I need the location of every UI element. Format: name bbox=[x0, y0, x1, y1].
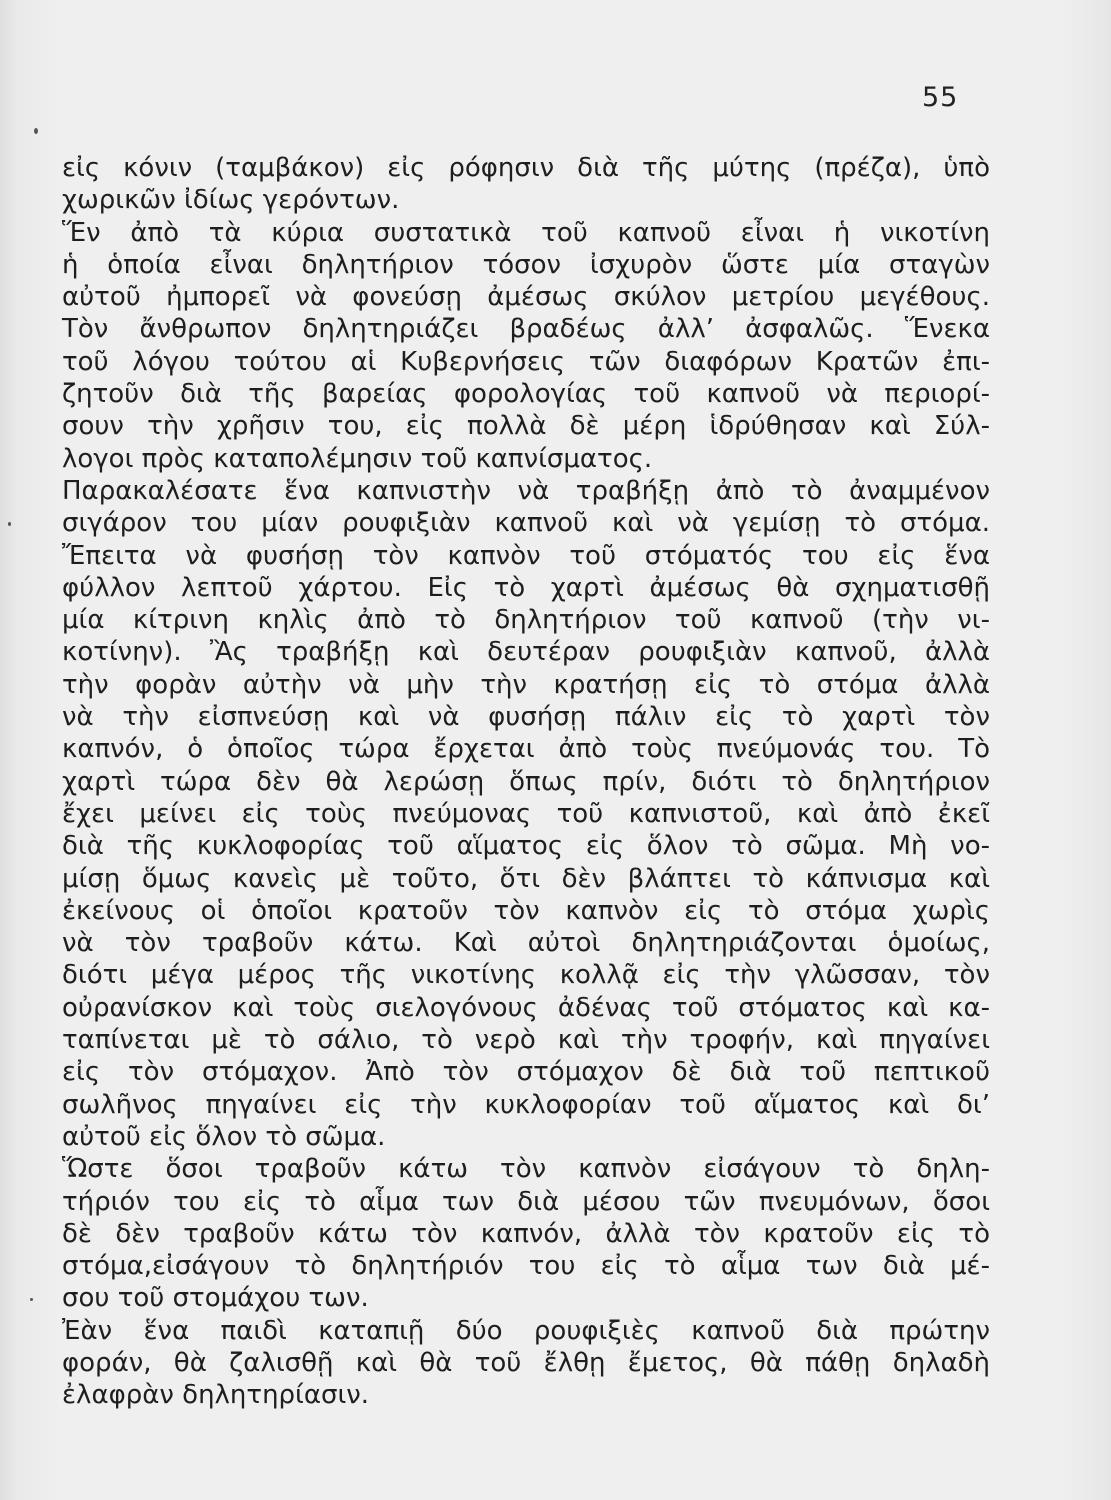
text-line: οὐρανίσκον καὶ τοὺς σιελογόνους ἀδένας τοῦ στόματος καὶ κα- bbox=[62, 992, 990, 1023]
text-line: χωρικῶν ἰδίως γερόντων. bbox=[62, 185, 400, 216]
text-line: ἐκείνους οἱ ὁποῖοι κρατοῦν τὸν καπνὸν εἰς τὸ στόμα χωρὶς bbox=[62, 895, 990, 926]
text-line: Ἕν ἀπὸ τὰ κύρια συστατικὰ τοῦ καπνοῦ εἶναι ἡ νικοτίνη bbox=[62, 217, 990, 248]
print-speck bbox=[8, 522, 11, 526]
text-line: ταπίνεται μὲ τὸ σάλιο, τὸ νερὸ καὶ τὴν τροφήν, καὶ πηγαίνει bbox=[62, 1025, 990, 1056]
print-speck bbox=[30, 1298, 33, 1301]
text-line: ἐλαφρὰν δηλητηρίασιν. bbox=[62, 1380, 370, 1411]
text-line: νὰ τὸν τραβοῦν κάτω. Καὶ αὐτοὶ δηλητηριάζονται ὁμοίως, bbox=[62, 928, 990, 959]
text-line: Ἔπειτα νὰ φυσήσῃ τὸν καπνὸν τοῦ στόματός του εἰς ἕνα bbox=[62, 540, 990, 571]
text-line: λογοι πρὸς καταπολέμησιν τοῦ καπνίσματος. bbox=[62, 443, 653, 474]
text-line: εἰς τὸν στόμαχον. Ἀπὸ τὸν στόμαχον δὲ διὰ τοῦ πεπτικοῦ bbox=[62, 1057, 990, 1088]
text-line: Ὥστε ὅσοι τραβοῦν κάτω τὸν καπνὸν εἰσάγουν τὸ δηλη- bbox=[62, 1154, 990, 1185]
text-line: μίσῃ ὅμως κανεὶς μὲ τοῦτο, ὅτι δὲν βλάπτει τὸ κάπνισμα καὶ bbox=[62, 863, 990, 894]
text-line: καπνόν, ὁ ὁποῖος τώρα ἔρχεται ἀπὸ τοὺς πνεύμονάς του. Τὸ bbox=[62, 734, 990, 765]
text-line: σουν τὴν χρῆσιν του, εἰς πολλὰ δὲ μέρη ἱδρύθησαν καὶ Σύλ- bbox=[62, 411, 990, 442]
text-line: τήριόν του εἰς τὸ αἷμα των διὰ μέσου τῶν πνευμόνων, ὅσοι bbox=[62, 1186, 990, 1217]
text-line: σωλῆνος πηγαίνει εἰς τὴν κυκλοφορίαν τοῦ αἵματος καὶ δι’ bbox=[62, 1089, 990, 1120]
text-line: Παρακαλέσατε ἕνα καπνιστὴν νὰ τραβήξῃ ἀπὸ τὸ ἀναμμένον bbox=[62, 475, 990, 506]
text-line: φοράν, θὰ ζαλισθῇ καὶ θὰ τοῦ ἔλθῃ ἔμετος, θὰ πάθῃ δηλαδὴ bbox=[62, 1347, 990, 1378]
text-line: κοτίνην). Ἂς τραβήξῃ καὶ δευτέραν ρουφιξιὰν καπνοῦ, ἀλλὰ bbox=[62, 637, 990, 668]
text-line: μία κίτρινη κηλὶς ἀπὸ τὸ δηλητήριον τοῦ καπνοῦ (τὴν νι- bbox=[62, 605, 990, 636]
text-line: εἰς κόνιν (ταμβάκον) εἰς ρόφησιν διὰ τῆς μύτης (πρέζα), ὑπὸ bbox=[62, 153, 990, 183]
text-line: δὲ δὲν τραβοῦν κάτω τὸν καπνόν, ἀλλὰ τὸν κρατοῦν εἰς τὸ bbox=[62, 1218, 990, 1249]
text-line: αὐτοῦ ἠμπορεῖ νὰ φονεύσῃ ἀμέσως σκύλον μετρίου μεγέθους. bbox=[62, 282, 990, 313]
text-line: Ἐὰν ἕνα παιδὶ καταπιῇ δύο ρουφιξιὲς καπνοῦ διὰ πρώτην bbox=[62, 1315, 990, 1346]
text-line: στόμα,εἰσάγουν τὸ δηλητήριόν του εἰς τὸ αἷμα των διὰ μέ- bbox=[62, 1251, 990, 1282]
text-line: ἡ ὁποία εἶναι δηλητήριον τόσον ἰσχυρὸν ὥστε μία σταγὼν bbox=[62, 249, 990, 280]
text-line: αὐτοῦ εἰς ὅλον τὸ σῶμα. bbox=[62, 1121, 386, 1152]
text-line: νὰ τὴν εἰσπνεύσῃ καὶ νὰ φυσήσῃ πάλιν εἰς τὸ χαρτὶ τὸν bbox=[62, 702, 990, 733]
text-line: φύλλον λεπτοῦ χάρτου. Εἰς τὸ χαρτὶ ἀμέσως θὰ σχηματισθῇ bbox=[62, 572, 990, 603]
print-speck bbox=[34, 128, 38, 134]
text-line: Τὸν ἄνθρωπον δηλητηριάζει βραδέως ἀλλ’ ἀσφαλῶς. Ἕνεκα bbox=[62, 314, 990, 345]
text-line: τοῦ λόγου τούτου αἱ Κυβερνήσεις τῶν διαφόρων Κρατῶν ἐπι- bbox=[62, 346, 990, 377]
text-line: τὴν φορὰν αὐτὴν νὰ μὴν τὴν κρατήσῃ εἰς τὸ στόμα ἀλλὰ bbox=[62, 669, 990, 700]
text-line: ἔχει μείνει εἰς τοὺς πνεύμονας τοῦ καπνιστοῦ, καὶ ἀπὸ ἐκεῖ bbox=[62, 798, 990, 829]
text-line: ζητοῦν διὰ τῆς βαρείας φορολογίας τοῦ καπνοῦ νὰ περιορί- bbox=[62, 379, 990, 410]
body-text bbox=[62, 152, 990, 1412]
text-line: σου τοῦ στομάχου των. bbox=[62, 1283, 369, 1314]
text-line: διὰ τῆς κυκλοφορίας τοῦ αἵματος εἰς ὅλον τὸ σῶμα. Μὴ νο- bbox=[62, 831, 990, 862]
page-number: 55 bbox=[922, 82, 959, 113]
text-line: διότι μέγα μέρος τῆς νικοτίνης κολλᾷ εἰς τὴν γλῶσσαν, τὸν bbox=[62, 960, 990, 991]
text-line: σιγάρον του μίαν ρουφιξιὰν καπνοῦ καὶ νὰ γεμίσῃ τὸ στόμα. bbox=[62, 508, 990, 539]
text-line: χαρτὶ τώρα δὲν θὰ λερώσῃ ὅπως πρίν, διότι τὸ δηλητήριον bbox=[62, 766, 990, 797]
